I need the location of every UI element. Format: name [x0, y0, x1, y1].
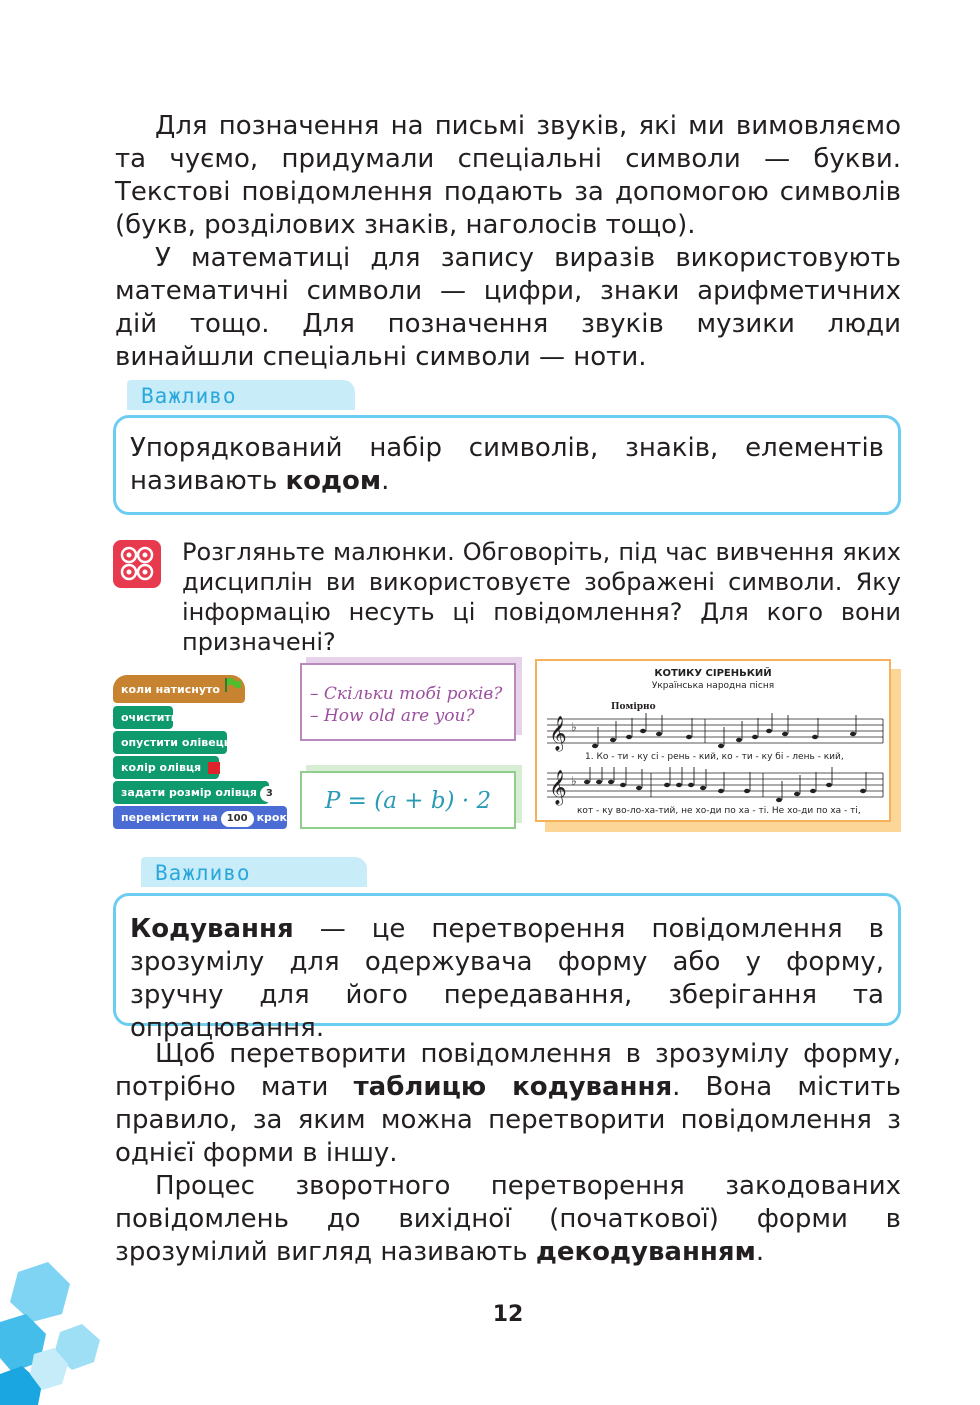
svg-text:𝄞: 𝄞: [549, 716, 567, 751]
scratch-block-pen-down: опустити олівець: [113, 731, 227, 754]
important-tab-1: Важливо: [127, 380, 355, 410]
definition-text: — це перетворення повідомлення в зрозумілу для одержувача форму або у форму, зручну для його передавання, зберігання та опрацювання.: [130, 914, 884, 1043]
song-subtitle: Українська народна пісня: [651, 681, 775, 691]
svg-text:𝄞: 𝄞: [549, 770, 567, 805]
dialog-line-english: – How old are you?: [310, 706, 475, 726]
tempo-marking: Помірно: [611, 702, 656, 712]
green-flag-icon: [224, 675, 242, 705]
dialog-card: [300, 663, 516, 741]
paragraph-math-symbols: У математиці для запису виразів використовують математичні символи — цифри, знаки арифметичних дій тощо. Для позначення звуків музики люди винайшли спеціальні символи — ноти.: [115, 243, 901, 372]
scratch-block-pen-size: задати розмір олівця 3: [113, 781, 269, 804]
lyrics-line-2: кот - ку во-ло-ха-тий, не хо-ди по ха - ті. Не хо-ди по ха - ті,: [577, 806, 861, 816]
definition-text: Упорядкований набір символів, знаків, елементів називають: [130, 433, 884, 496]
staff-2: [543, 767, 887, 807]
task-text: Розгляньте малюнки. Обговоріть, під час вивчення яких дисциплін ви використовуєте зображені символи. Яку інформацію несуть ці повідомлення? Для кого вони призначені?: [182, 538, 901, 656]
staff-1: [543, 713, 887, 753]
paragraph-symbols-letters: Для позначення на письмі звуків, які ми вимовляємо та чуємо, придумали спеціальні символи — букви. Текстові повідомлення подають за допомогою символів (букв, розділових знаків, наголосів тощо).: [115, 111, 901, 240]
lyrics-line-1: 1. Ко - ти - ку сі - рень - кий, ко - ти - ку бі - лень - кий,: [585, 752, 844, 762]
formula-card: P = (a + b) · 2: [300, 771, 516, 829]
important-box-code: Упорядкований набір символів, знаків, елементів називають кодом.: [113, 415, 901, 515]
important-box-encoding: [113, 893, 901, 1043]
svg-text:♭: ♭: [571, 774, 577, 788]
important-tab-2: Важливо: [141, 857, 367, 887]
sheet-music: [535, 659, 891, 822]
svg-text:♭: ♭: [571, 720, 577, 734]
color-swatch: [208, 762, 220, 774]
paragraph-coding-table: Щоб перетворити повідомлення в зрозумілу форму, потрібно мати таблицю кодування. Вона містить правило, за яким можна перетворити повідомлення з однієї форми в іншу.: [115, 1039, 901, 1168]
paragraph-decoding: Процес зворотного перетворення закодованих повідомлень до вихідної (початкової) форми в зрозумілий вигляд називають декодуванням.: [115, 1171, 901, 1267]
scratch-block-when-clicked: коли натиснуто: [113, 675, 245, 703]
scratch-block-move: перемістити на 100 кроків: [113, 806, 287, 829]
scratch-block-pen-color: колір олівця: [113, 756, 219, 779]
hexagon-decoration: [0, 1262, 110, 1405]
group-work-icon: [113, 540, 161, 588]
term-encoding: Кодування: [130, 914, 294, 944]
page-number: 12: [492, 1302, 524, 1327]
term-code: кодом: [285, 466, 382, 496]
scratch-block-clear: очистити: [113, 706, 173, 729]
dialog-line-ukrainian: – Скільки тобі років?: [310, 684, 503, 704]
song-title: КОТИКУ СІРЕНЬКИЙ: [654, 668, 772, 679]
